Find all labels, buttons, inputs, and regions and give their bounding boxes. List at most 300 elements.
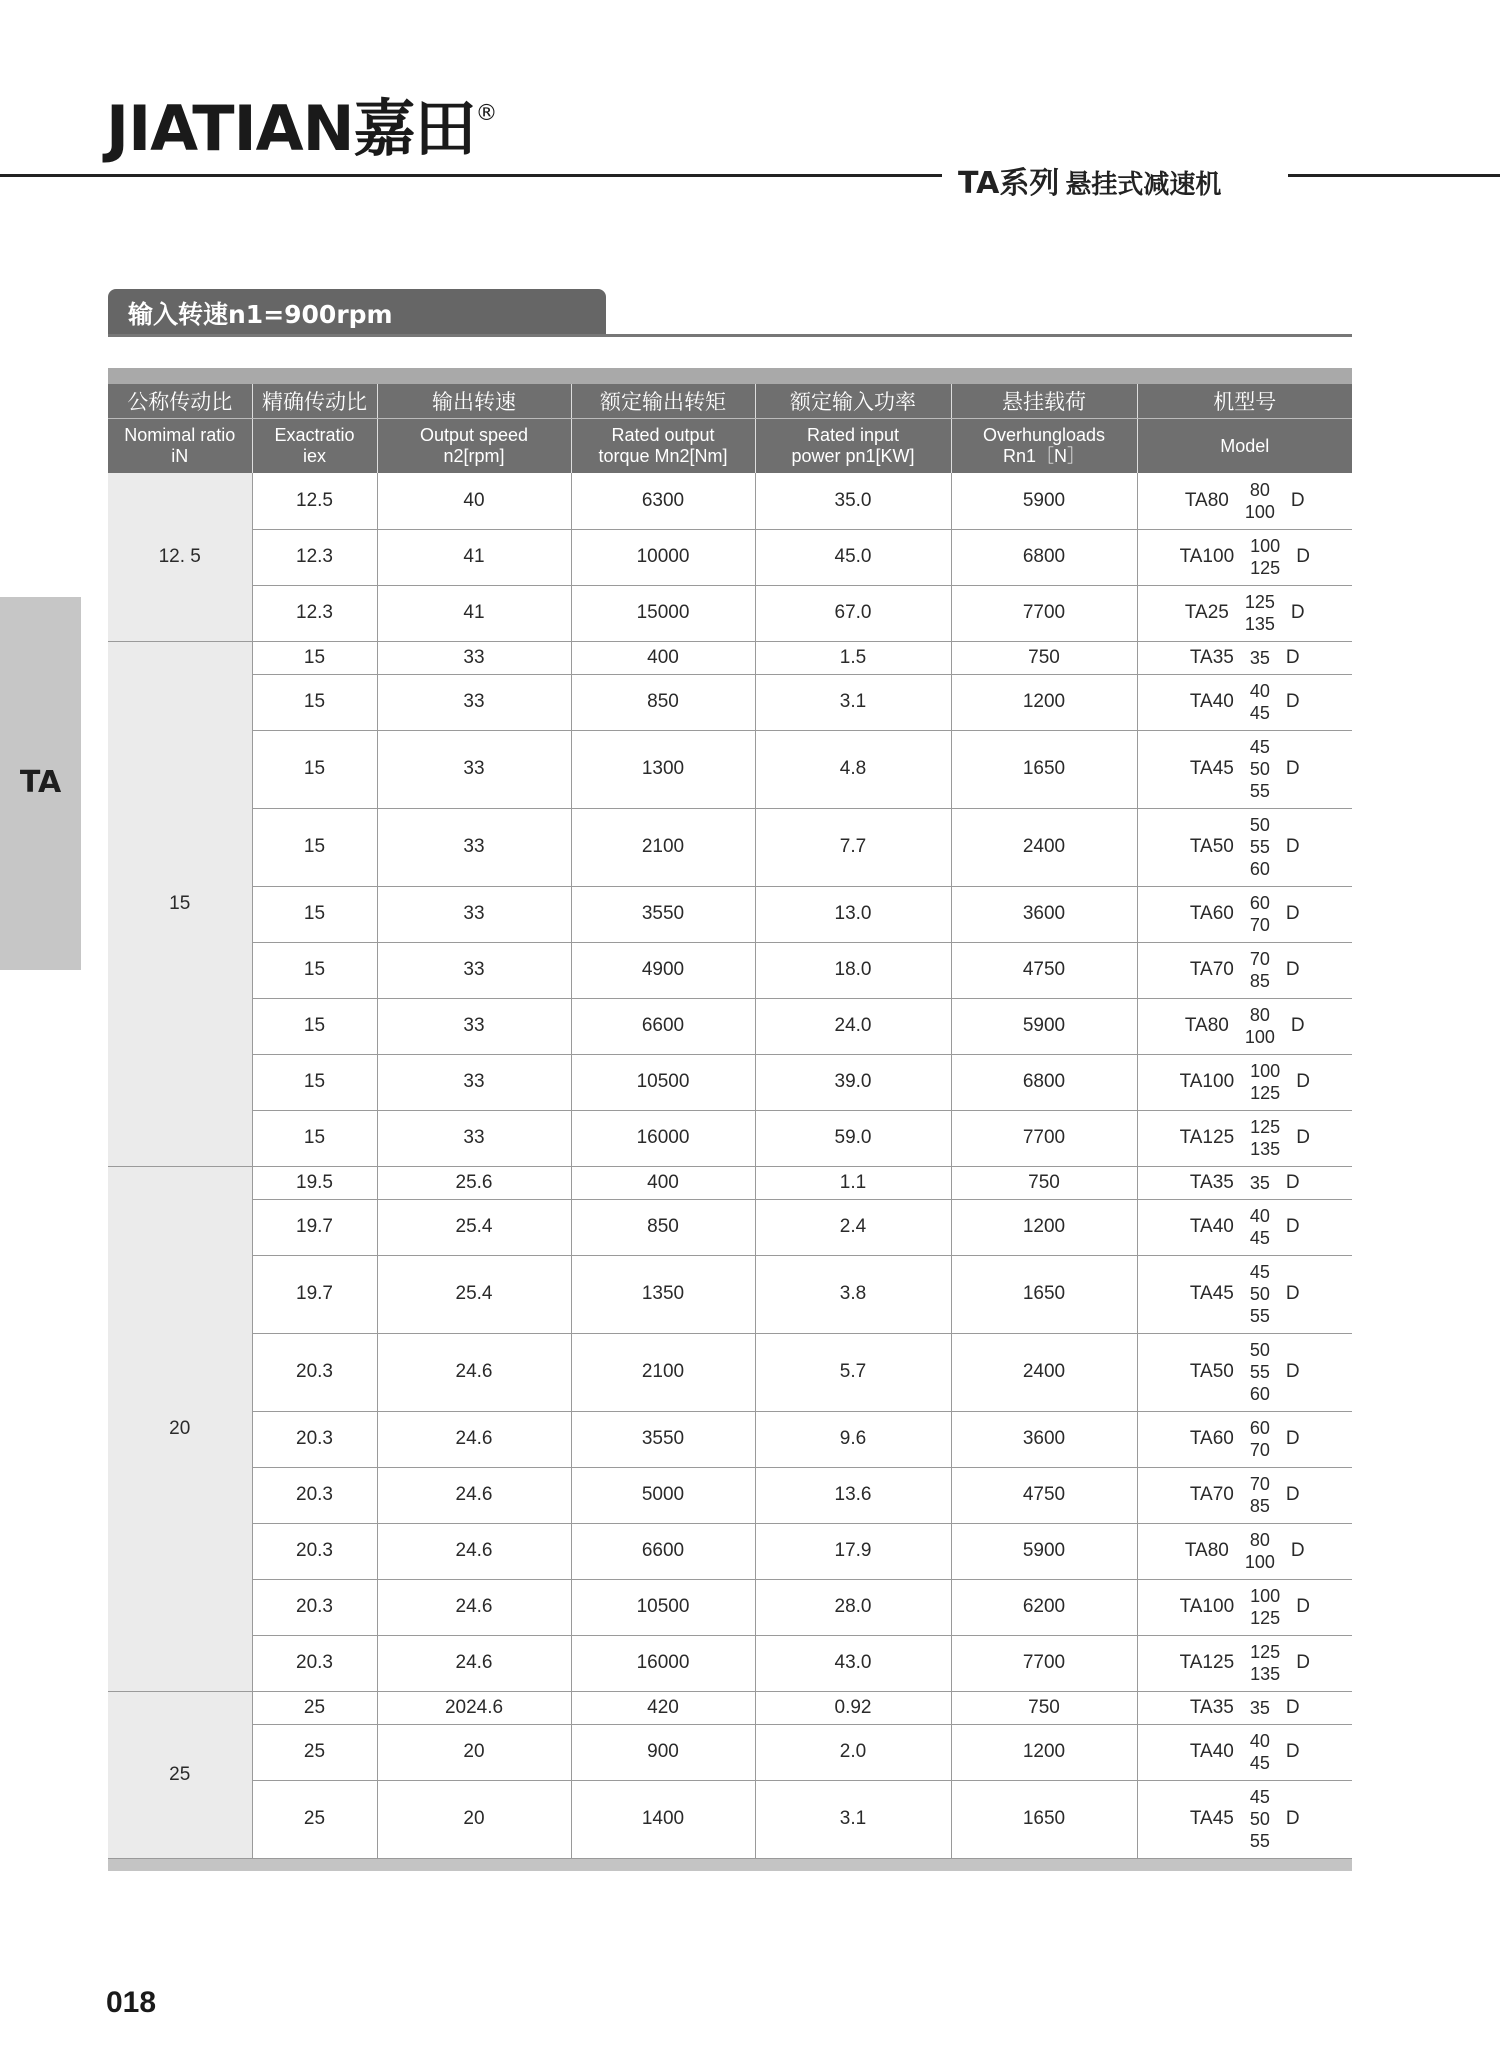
model-cell <box>1137 808 1352 886</box>
model-size: 55 <box>1249 781 1270 801</box>
model-group <box>1138 1060 1353 1104</box>
exact-ratio-cell: 19.7 <box>252 1199 377 1255</box>
rated-power-cell: 3.8 <box>755 1255 951 1333</box>
col-header-en-line: iex <box>302 446 326 466</box>
model-cell <box>1137 998 1352 1054</box>
overhung-load-cell: 1200 <box>951 1724 1137 1780</box>
overhung-load-cell: 2400 <box>951 1333 1137 1411</box>
model-suffix: D <box>1285 1484 1300 1505</box>
table-row <box>108 1054 1352 1110</box>
model-group <box>1138 948 1353 992</box>
rated-torque-cell: 16000 <box>571 1110 755 1166</box>
exact-ratio-cell: 19.5 <box>252 1166 377 1199</box>
rated-power-cell: 3.1 <box>755 674 951 730</box>
model-size: 50 <box>1249 1809 1270 1829</box>
table-row <box>108 1579 1352 1635</box>
rated-power-cell: 18.0 <box>755 942 951 998</box>
rated-power-cell: 1.1 <box>755 1166 951 1199</box>
model-suffix: D <box>1285 758 1300 779</box>
exact-ratio-cell: 25 <box>252 1691 377 1724</box>
col-header-en-model <box>1137 419 1352 474</box>
model-size: 50 <box>1249 1340 1270 1360</box>
model-size: 135 <box>1250 1664 1281 1684</box>
model-size: 125 <box>1250 1608 1281 1628</box>
output-speed-cell: 41 <box>377 585 571 641</box>
exact-ratio-cell: 20.3 <box>252 1635 377 1691</box>
model-suffix: D <box>1285 1741 1300 1762</box>
table-body <box>108 473 1352 1858</box>
rated-power-cell: 9.6 <box>755 1411 951 1467</box>
model-suffix: D <box>1290 1015 1305 1036</box>
model-name: TA80 <box>1184 1015 1229 1036</box>
brand-logo <box>106 92 497 165</box>
exact-ratio-cell: 25 <box>252 1724 377 1780</box>
col-header-en-line: Rated output <box>611 425 715 445</box>
output-speed-cell: 24.6 <box>377 1523 571 1579</box>
model-group <box>1138 814 1353 880</box>
table-row <box>108 585 1352 641</box>
col-header-en-line: power pn1[KW] <box>791 446 915 466</box>
output-speed-cell: 24.6 <box>377 1333 571 1411</box>
nominal-ratio-cell: 25 <box>108 1691 252 1858</box>
model-sizes <box>1250 1417 1270 1461</box>
table-row <box>108 1691 1352 1724</box>
model-size: 125 <box>1244 592 1275 612</box>
model-group <box>1138 1641 1353 1685</box>
model-size: 35 <box>1249 1697 1270 1718</box>
model-sizes <box>1250 680 1270 724</box>
overhung-load-cell: 1650 <box>951 1780 1137 1858</box>
model-size: 80 <box>1249 479 1270 500</box>
overhung-load-cell: 3600 <box>951 886 1137 942</box>
nominal-ratio-cell: 15 <box>108 641 252 1166</box>
registered-mark: ® <box>475 101 497 126</box>
col-header-en-line: Model <box>1220 435 1270 456</box>
table-row <box>108 1523 1352 1579</box>
side-tab-label: TA <box>19 765 62 800</box>
model-group <box>1138 892 1353 936</box>
model-name: TA70 <box>1189 1484 1234 1505</box>
rated-torque-cell: 1350 <box>571 1255 755 1333</box>
model-sizes <box>1245 479 1275 523</box>
col-header-en-line: torque Mn2[Nm] <box>598 446 728 466</box>
model-sizes <box>1250 535 1280 579</box>
model-size: 85 <box>1249 1496 1270 1516</box>
rated-torque-cell: 850 <box>571 674 755 730</box>
rated-power-cell: 13.6 <box>755 1467 951 1523</box>
model-name: TA100 <box>1179 546 1235 567</box>
model-name: TA60 <box>1189 1428 1234 1449</box>
table-row <box>108 641 1352 674</box>
model-cell <box>1137 1199 1352 1255</box>
model-size: 70 <box>1249 1474 1270 1494</box>
table-row <box>108 1199 1352 1255</box>
model-suffix: D <box>1285 1361 1300 1382</box>
model-size: 50 <box>1249 815 1270 835</box>
output-speed-cell: 33 <box>377 1110 571 1166</box>
model-name: TA45 <box>1189 758 1234 779</box>
rated-torque-cell: 5000 <box>571 1467 755 1523</box>
model-sizes <box>1250 1261 1270 1327</box>
model-sizes <box>1250 814 1270 880</box>
model-name: TA35 <box>1189 646 1234 668</box>
table-row <box>108 808 1352 886</box>
model-sizes <box>1250 1697 1270 1719</box>
table-row <box>108 1780 1352 1858</box>
model-cell <box>1137 1780 1352 1858</box>
model-suffix: D <box>1296 1071 1310 1092</box>
model-size: 60 <box>1249 859 1270 879</box>
exact-ratio-cell: 20.3 <box>252 1467 377 1523</box>
rated-torque-cell: 6600 <box>571 1523 755 1579</box>
overhung-load-cell: 750 <box>951 1166 1137 1199</box>
model-cell <box>1137 1166 1352 1199</box>
model-suffix: D <box>1296 1127 1310 1148</box>
model-sizes <box>1250 1172 1270 1194</box>
table-row <box>108 1110 1352 1166</box>
rated-torque-cell: 400 <box>571 641 755 674</box>
exact-ratio-cell: 20.3 <box>252 1579 377 1635</box>
overhung-load-cell: 1200 <box>951 674 1137 730</box>
spec-table <box>108 384 1352 1859</box>
model-group <box>1138 1339 1353 1405</box>
model-suffix: D <box>1285 1808 1300 1829</box>
model-size: 70 <box>1249 915 1270 935</box>
exact-ratio-cell: 15 <box>252 886 377 942</box>
model-sizes <box>1250 1473 1270 1517</box>
model-cell <box>1137 730 1352 808</box>
series-subtitle: 悬挂式减速机 <box>1065 170 1222 200</box>
model-cell <box>1137 1467 1352 1523</box>
rated-torque-cell: 2100 <box>571 808 755 886</box>
rated-torque-cell: 3550 <box>571 886 755 942</box>
col-header-en-line: n2[rpm] <box>443 446 505 466</box>
model-size: 85 <box>1249 971 1270 991</box>
model-name: TA35 <box>1189 1171 1234 1193</box>
col-header-cn-rated-torque: 额定输出转矩 <box>571 384 755 419</box>
model-group <box>1138 591 1353 635</box>
output-speed-cell: 33 <box>377 886 571 942</box>
model-name: TA80 <box>1184 489 1229 511</box>
model-size: 55 <box>1249 837 1270 857</box>
overhung-load-cell: 1650 <box>951 730 1137 808</box>
table-header-en <box>108 419 1352 474</box>
model-name: TA40 <box>1189 1216 1234 1237</box>
output-speed-cell: 41 <box>377 529 571 585</box>
output-speed-cell: 33 <box>377 808 571 886</box>
table-header-cn <box>108 384 1352 419</box>
table-top-bar <box>108 368 1352 384</box>
model-sizes <box>1250 1641 1280 1685</box>
model-group <box>1138 1786 1353 1852</box>
model-group <box>1138 479 1353 523</box>
exact-ratio-cell: 20.3 <box>252 1523 377 1579</box>
model-sizes <box>1250 1205 1270 1249</box>
model-group <box>1138 1205 1353 1249</box>
model-size: 40 <box>1249 681 1270 701</box>
model-suffix: D <box>1285 1171 1300 1193</box>
rated-torque-cell: 900 <box>571 1724 755 1780</box>
rated-power-cell: 67.0 <box>755 585 951 641</box>
model-group <box>1138 535 1353 579</box>
model-size: 50 <box>1249 1284 1270 1304</box>
model-name: TA100 <box>1179 1071 1235 1092</box>
model-suffix: D <box>1285 1283 1300 1304</box>
output-speed-cell: 2024.6 <box>377 1691 571 1724</box>
page-number: 018 <box>106 1986 157 2019</box>
rated-torque-cell: 15000 <box>571 585 755 641</box>
model-group <box>1138 1529 1353 1573</box>
model-size: 45 <box>1249 737 1270 757</box>
model-name: TA50 <box>1189 1361 1234 1382</box>
model-name: TA25 <box>1184 602 1229 623</box>
col-header-en-line: Rated input <box>806 425 900 445</box>
series-title <box>958 158 1221 202</box>
rated-power-cell: 39.0 <box>755 1054 951 1110</box>
col-header-en-overhung-load <box>951 419 1137 474</box>
exact-ratio-cell: 20.3 <box>252 1411 377 1467</box>
model-size: 45 <box>1249 1753 1270 1773</box>
rated-power-cell: 5.7 <box>755 1333 951 1411</box>
overhung-load-cell: 6800 <box>951 529 1137 585</box>
model-size: 100 <box>1244 501 1275 522</box>
model-size: 40 <box>1249 1206 1270 1226</box>
rated-torque-cell: 420 <box>571 1691 755 1724</box>
col-header-en-line: Rn1［N］ <box>1002 446 1086 466</box>
model-group <box>1138 1172 1353 1194</box>
col-header-cn-rated-power: 额定输入功率 <box>755 384 951 419</box>
col-header-cn-overhung-load: 悬挂载荷 <box>951 384 1137 419</box>
col-header-cn-exact-ratio: 精确传动比 <box>252 384 377 419</box>
model-size: 60 <box>1249 1418 1270 1438</box>
output-speed-cell: 25.6 <box>377 1166 571 1199</box>
output-speed-cell: 25.4 <box>377 1199 571 1255</box>
model-sizes <box>1250 736 1270 802</box>
model-sizes <box>1250 1786 1270 1852</box>
output-speed-cell: 24.6 <box>377 1411 571 1467</box>
model-suffix: D <box>1290 489 1305 511</box>
exact-ratio-cell: 19.7 <box>252 1255 377 1333</box>
table-row <box>108 529 1352 585</box>
model-size: 135 <box>1250 1139 1281 1159</box>
model-name: TA40 <box>1189 1741 1234 1762</box>
table-row <box>108 998 1352 1054</box>
table-row <box>108 674 1352 730</box>
brand-name: JIATIAN嘉田 <box>106 92 476 165</box>
model-cell <box>1137 585 1352 641</box>
exact-ratio-cell: 15 <box>252 808 377 886</box>
table-row <box>108 886 1352 942</box>
exact-ratio-cell: 15 <box>252 1110 377 1166</box>
overhung-load-cell: 7700 <box>951 1110 1137 1166</box>
model-sizes <box>1245 591 1275 635</box>
model-size: 35 <box>1249 1172 1270 1193</box>
output-speed-cell: 33 <box>377 641 571 674</box>
model-group <box>1138 647 1353 669</box>
exact-ratio-cell: 15 <box>252 998 377 1054</box>
model-suffix: D <box>1296 1652 1310 1673</box>
rated-power-cell: 0.92 <box>755 1691 951 1724</box>
model-suffix: D <box>1296 1596 1310 1617</box>
model-group <box>1138 1261 1353 1327</box>
model-size: 55 <box>1249 1831 1270 1851</box>
rated-power-cell: 7.7 <box>755 808 951 886</box>
model-size: 125 <box>1250 1083 1281 1103</box>
model-sizes <box>1245 1529 1275 1573</box>
model-size: 45 <box>1249 1228 1270 1248</box>
model-name: TA35 <box>1189 1696 1234 1718</box>
model-name: TA40 <box>1189 691 1234 712</box>
col-header-en-rated-torque <box>571 419 755 474</box>
nominal-ratio-cell: 12. 5 <box>108 473 252 641</box>
model-size: 125 <box>1250 1117 1281 1137</box>
rated-torque-cell: 3550 <box>571 1411 755 1467</box>
rated-power-cell: 2.0 <box>755 1724 951 1780</box>
header-rule-right <box>1288 174 1500 177</box>
rated-torque-cell: 10000 <box>571 529 755 585</box>
overhung-load-cell: 1200 <box>951 1199 1137 1255</box>
rated-power-cell: 13.0 <box>755 886 951 942</box>
exact-ratio-cell: 15 <box>252 641 377 674</box>
rated-torque-cell: 6300 <box>571 473 755 529</box>
model-size: 70 <box>1249 1440 1270 1460</box>
col-header-en-line: Overhungloads <box>982 425 1106 445</box>
nominal-ratio-cell: 20 <box>108 1166 252 1691</box>
model-sizes <box>1250 1585 1280 1629</box>
col-header-en-nominal-ratio <box>108 419 252 474</box>
model-size: 100 <box>1250 1586 1281 1606</box>
rated-torque-cell: 10500 <box>571 1579 755 1635</box>
model-cell <box>1137 1523 1352 1579</box>
rated-power-cell: 43.0 <box>755 1635 951 1691</box>
col-header-en-rated-power <box>755 419 951 474</box>
model-size: 45 <box>1249 703 1270 723</box>
model-sizes <box>1250 1060 1280 1104</box>
col-header-cn-model: 机型号 <box>1137 384 1352 419</box>
model-group <box>1138 1417 1353 1461</box>
col-header-cn-nominal-ratio: 公称传动比 <box>108 384 252 419</box>
exact-ratio-cell: 15 <box>252 1054 377 1110</box>
exact-ratio-cell: 25 <box>252 1780 377 1858</box>
model-size: 80 <box>1249 1005 1270 1025</box>
output-speed-cell: 24.6 <box>377 1467 571 1523</box>
rated-torque-cell: 850 <box>571 1199 755 1255</box>
model-size: 35 <box>1249 647 1270 668</box>
overhung-load-cell: 2400 <box>951 808 1137 886</box>
overhung-load-cell: 6800 <box>951 1054 1137 1110</box>
model-sizes <box>1250 647 1270 669</box>
model-size: 40 <box>1249 1731 1270 1751</box>
table-row <box>108 473 1352 529</box>
overhung-load-cell: 5900 <box>951 1523 1137 1579</box>
exact-ratio-cell: 12.3 <box>252 585 377 641</box>
model-size: 125 <box>1250 558 1281 578</box>
model-cell <box>1137 1333 1352 1411</box>
overhung-load-cell: 5900 <box>951 998 1137 1054</box>
output-speed-cell: 24.6 <box>377 1635 571 1691</box>
model-name: TA50 <box>1189 836 1234 857</box>
model-name: TA45 <box>1189 1283 1234 1304</box>
model-name: TA60 <box>1189 903 1234 924</box>
col-header-en-output-speed <box>377 419 571 474</box>
exact-ratio-cell: 15 <box>252 674 377 730</box>
overhung-load-cell: 6200 <box>951 1579 1137 1635</box>
model-group <box>1138 1585 1353 1629</box>
model-suffix: D <box>1285 836 1300 857</box>
model-name: TA100 <box>1179 1596 1235 1617</box>
model-group <box>1138 1473 1353 1517</box>
model-sizes <box>1250 1339 1270 1405</box>
output-speed-cell: 20 <box>377 1780 571 1858</box>
model-size: 80 <box>1249 1530 1270 1550</box>
header-rule-left <box>0 174 942 177</box>
col-header-cn-output-speed: 输出转速 <box>377 384 571 419</box>
model-group <box>1138 736 1353 802</box>
table-row <box>108 1255 1352 1333</box>
model-cell <box>1137 1255 1352 1333</box>
output-speed-cell: 33 <box>377 1054 571 1110</box>
overhung-load-cell: 1650 <box>951 1255 1137 1333</box>
table-row <box>108 1333 1352 1411</box>
rated-torque-cell: 1400 <box>571 1780 755 1858</box>
exact-ratio-cell: 15 <box>252 730 377 808</box>
model-cell <box>1137 674 1352 730</box>
model-suffix: D <box>1285 1216 1300 1237</box>
model-group <box>1138 1004 1353 1048</box>
rated-power-cell: 45.0 <box>755 529 951 585</box>
model-cell <box>1137 1579 1352 1635</box>
model-size: 100 <box>1250 1061 1281 1081</box>
rated-power-cell: 28.0 <box>755 1579 951 1635</box>
model-size: 55 <box>1249 1362 1270 1382</box>
rated-torque-cell: 10500 <box>571 1054 755 1110</box>
model-suffix: D <box>1285 691 1300 712</box>
table-row <box>108 1467 1352 1523</box>
model-cell <box>1137 942 1352 998</box>
model-name: TA125 <box>1179 1127 1235 1148</box>
model-sizes <box>1250 948 1270 992</box>
model-name: TA45 <box>1189 1808 1234 1829</box>
table-row <box>108 1724 1352 1780</box>
model-cell <box>1137 1411 1352 1467</box>
model-size: 60 <box>1249 893 1270 913</box>
model-cell <box>1137 641 1352 674</box>
section-title: 输入转速n1=900rpm <box>108 289 606 337</box>
col-header-en-line: Output speed <box>419 425 529 445</box>
model-cell <box>1137 529 1352 585</box>
model-size: 45 <box>1249 1262 1270 1282</box>
model-suffix: D <box>1285 646 1300 668</box>
overhung-load-cell: 7700 <box>951 1635 1137 1691</box>
rated-power-cell: 1.5 <box>755 641 951 674</box>
rated-torque-cell: 2100 <box>571 1333 755 1411</box>
exact-ratio-cell: 20.3 <box>252 1333 377 1411</box>
rated-torque-cell: 4900 <box>571 942 755 998</box>
model-cell <box>1137 1110 1352 1166</box>
model-cell <box>1137 1635 1352 1691</box>
model-cell <box>1137 473 1352 529</box>
col-header-en-line: iN <box>171 446 189 466</box>
model-sizes <box>1245 1004 1275 1048</box>
output-speed-cell: 33 <box>377 942 571 998</box>
rated-torque-cell: 6600 <box>571 998 755 1054</box>
rated-torque-cell: 1300 <box>571 730 755 808</box>
overhung-load-cell: 7700 <box>951 585 1137 641</box>
model-size: 55 <box>1249 1306 1270 1326</box>
model-group <box>1138 680 1353 724</box>
side-tab <box>0 597 81 970</box>
overhung-load-cell: 4750 <box>951 1467 1137 1523</box>
